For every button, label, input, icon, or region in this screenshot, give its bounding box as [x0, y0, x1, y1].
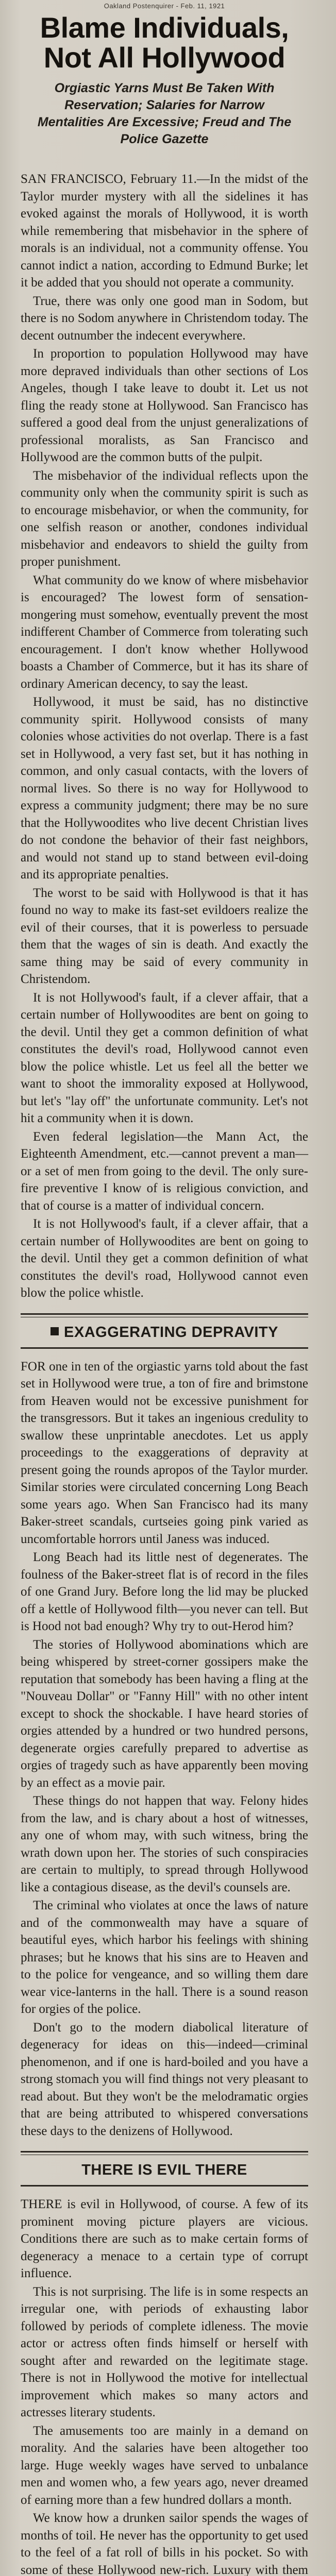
paragraph: It is not Hollywood's fault, if a clever affair, that a certain number of Hollywoodites are bent on going to the devil. Until they get a common definition of what constitutes the devil's road, Hollywood cannot even blow the police whistle. — [21, 1217, 308, 1300]
section-heading-text: THERE IS EVIL THERE — [81, 2162, 247, 2178]
paragraph: This is not surprising. The life is in some respects an irregular one, with periods of exhausting labor followed by periods of complete idleness. The movie actor or actress often finds himself or herself with sought after and rewarded on the legitimate stage. There is not in Hollywood the motive for intellectual improvement which makes so many actors and actresses literary students. — [21, 2284, 308, 2419]
section-there-is-evil-there — [21, 2151, 308, 2576]
section-exaggerating-depravity — [21, 1313, 308, 2140]
paragraph: Even federal legislation—the Mann Act, the Eighteenth Amendment, etc.—cannot prevent a man—or a set of men from going to the devil. The only sure-fire preventive I know of is religious conviction, and that of course is a matter of individual concern. — [21, 1129, 308, 1213]
paragraph: We know how a drunken sailor spends the wages of months of toil. He never has the opportunity to get used to the feel of a fat roll of bills in his pocket. So with some of these Hollywood new-rich. Luxury with them — [21, 2511, 308, 2576]
article-headline: Blame Individuals, Not All Hollywood — [40, 11, 289, 74]
section-divider — [21, 2151, 308, 2153]
section-heading — [21, 2160, 308, 2180]
paragraph: The stories of Hollywood abominations which are being whispered by street-corner gossipers make the reputation that somebody has been having a fling at the "Nouveau Dollar" or "Fanny Hill" with no other intent except to shock the shockable. I have heard stories of orgies attended by a hundred or two hundred persons, degenerate orgies carefully prepared to advertise as orgies of tragedy such as have apparently been moving by an effect as a movie pair. — [21, 1637, 308, 1790]
square-bullet-icon — [51, 1327, 59, 1335]
paragraph: It is not Hollywood's fault, if a clever affair, that a certain number of Hollywoodites are bent on going to the devil. Until they get a common definition of what constitutes the devil's road, Hollywood cannot even blow the police whistle. Let us feel all the better we want to shoot the immorality exposed at Hollywood, but let's "lay off" the unfortunate community. Let's not hit a community when it is down. — [21, 990, 308, 1125]
paragraph: The amusements too are mainly in a demand on morality. And the salaries have been altogether too large. Huge weekly wages have served to unbalance men and women who, a few years ago, never dreamed of earning more than a few hundred dollars a month. — [21, 2424, 308, 2507]
section-underline — [21, 2185, 308, 2187]
paragraph: Don't go to the modern diabolical literature of degeneracy for ideas on this—indeed—criminal phenomenon, and if one is hard-boiled and you have a strong stomach you will find things not very pleasant to read about. But they won't be the melodramatic orgies that are being attributed to whispered conversations these days to the denizens of Hollywood. — [21, 2020, 308, 2138]
paragraph: FOR one in ten of the orgiastic yarns told about the fast set in Hollywood were true, a ton of fire and brimstone from Heaven would not be excessive punishment for the transgressors. But it takes an ingenious credulity to swallow these unprintable anecdotes. Let us apply proceedings to the exaggerations of depravity at present going the rounds apropos of the Taylor murder. Similar stories were circulated concerning Long Beach some years ago. When San Francisco had its many Baker-street scandals, curtseies going pink varied as uncomfortable horrors until Janess was induced. — [21, 1359, 308, 1546]
clipping-source-line: Oakland Postenquirer - Feb. 11, 1921 — [104, 2, 225, 10]
article-subhead: Orgiastic Yarns Must Be Taken With Reservation; Salaries for Narrow Mentalities Are Excessive; Freud and The Police Gazette — [37, 81, 292, 146]
paragraph: What community do we know of where misbehavior is encouraged? The lowest form of sensation-mongering must somehow, eventually prevent the most indifferent Chamber of Commerce from tolerating such encouragement. I don't know whether Hollywood boasts a Chamber of Commerce, but it has its share of ordinary American decency, to say the least. — [21, 573, 308, 691]
section-underline — [21, 1347, 308, 1349]
paragraph: In proportion to population Hollywood may have more depraved individuals than other sections of Los Angeles, though I take leave to doubt it. Let us not fling the ready stone at Hollywood. San Francisco has suffered a good deal from the unjust generalizations of professional moralists, as San Francisco and Hollywood are the common butts of the pulpit. — [21, 347, 308, 464]
paragraph: These things do not happen that way. Felony hides from the law, and is chary about a host of witnesses, any one of whom may, with such witness, bring the wrath down upon her. The stories of such conspiracies are certain to multiply, to spread through Hollywood like a contagious disease, as the devil's counsels are. — [21, 1794, 308, 1894]
article-body — [21, 171, 308, 1302]
paragraph: The criminal who violates at once the laws of nature and of the commonwealth may have a square of beautiful eyes, which harbor his feelings with shining phrases; but he knows that his sins are to Heaven and to the police for vengeance, and so willing them dare wear vice-lanterns in the hall. There is a sound reason for orgies of the police. — [21, 1899, 308, 2016]
paragraph: THERE is evil in Hollywood, of course. A few of its prominent moving picture players are vicious. Conditions there are such as to make certain forms of degeneracy a menace to a certain type of corrupt influence. — [21, 2197, 308, 2280]
paragraph: The misbehavior of the individual reflects upon the community only when the community spirit is such as to encourage misbehavior, or when the community, for one selfish reason or another, condones individual misbehavior and endeavors to shield the guilty from proper punishment. — [21, 468, 308, 569]
paragraph: The worst to be said with Hollywood is that it has found no way to make its fast-set evildoers realize the evil of their courses, that it is powerless to persuade them that the wages of sin is death. And exactly the same thing may be said of every community in Christendom. — [21, 886, 308, 986]
paragraph: Hollywood, it must be said, has no distinctive community spirit. Hollywood consists of many colonies whose activities do not overlap. There is a fast set in Hollywood, a very fast set, but it has nothing in common, and only casual contacts, with the lovers of normal lives. So there is no way for Hollywood to express a community judgment; there may be no sure that the Hollywoodites who live decent Christian lives do not condone the behavior of their fast neighbors, and would not stand up to stand between evil-doing and its appropriate penalties. — [21, 695, 308, 882]
paragraph: SAN FRANCISCO, February 11.—In the midst of the Taylor murder mystery with all the sidelines it has evoked against the morals of Hollywood, it is worth while remembering that misbehavior in the sphere of morals is an individual, not a community offense. You cannot indict a nation, according to Edmund Burke; let it be added that you should not operate a community. — [21, 172, 308, 290]
paragraph: True, there was only one good man in Sodom, but there is no Sodom anywhere in Christendom today. The decent outnumber the indecent everywhere. — [21, 294, 308, 343]
section-heading — [21, 1323, 308, 1342]
paragraph: Long Beach had its little nest of degenerates. The foulness of the Baker-street flat is of record in the files of one Grand Jury. Before long the lid may be plucked off a kettle of Hollywood filth—you never can tell. But is Hood not bad enough? Why try to out-Herod him? — [21, 1550, 308, 1633]
section-heading-text: EXAGGERATING DEPRAVITY — [64, 1324, 278, 1341]
section-divider — [21, 1313, 308, 1315]
